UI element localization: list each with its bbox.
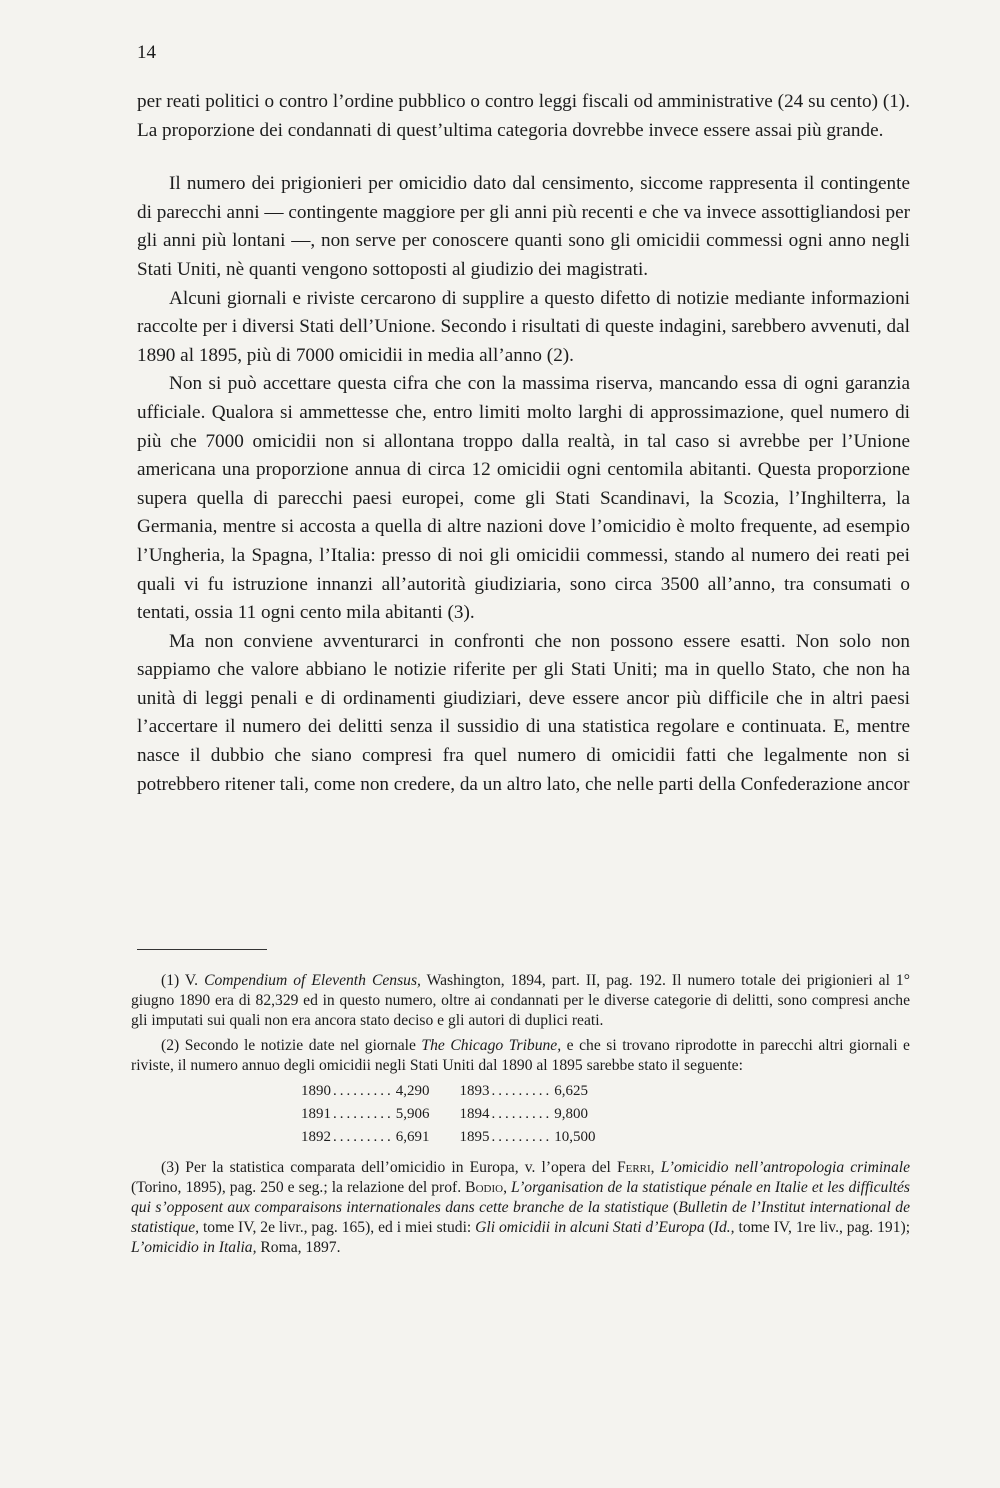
paragraph: Alcuni giornali e riviste cercarono di supplire a questo difetto di notizie mediante informazioni raccolte per i diversi Stati dell’Unione. Secondo i risultati di queste indagini, sarebbero avvenuti, dal 1890 al 1895, più di 7000 omicidii in media all’anno (2). [137,287,910,366]
footnote-text: Roma, 1897. [260,1238,341,1256]
leader-dots: ......... [333,1128,394,1145]
footnote-text: (3) Per la statistica comparata dell’omicidio in Europa, v. l’opera del [161,1159,611,1177]
author-name: Bodio, [465,1179,507,1197]
leader-dots: ......... [333,1082,394,1099]
year-cell: 1892 [301,1128,331,1145]
footnote-text: (2) Secondo le notizie date nel giornale [161,1037,416,1055]
leader-dots: ......... [491,1082,553,1099]
value-cell: 5,906 [395,1105,430,1122]
footnote-divider [137,949,267,950]
table-row [301,1105,602,1128]
main-text [137,88,910,799]
footnote-text: ( [708,1218,714,1236]
paragraph: Non si può accettare questa cifra che con la massima riserva, mancando essa di ogni garanzia ufficiale. Qualora si ammettesse che, entro limiti molto larghi di approssimazione, quel numero di più che 7000 omicidii non si allontana troppo dalla realtà, in tal caso si avrebbe per l’Unione americana una proporzione annua di circa 12 omicidii ogni centomila abitanti. Questa proporzione supera quella di parecchi paesi europei, come gli Stati Scandinavi, la Scozia, l’Inghilterra, la Germania, mentre si accosta a quella di altre nazioni dove l’omicidio è molto frequente, ad esempio l’Ungheria, la Spagna, l’Italia: presso di noi gli omicidii commessi, stando al numero dei reati pei quali vi fu istruzione innanzi all’autorità giudiziaria, sono circa 3500 all’anno, tra consumati o tentati, ossia 11 ogni cento mila abitanti (3). [137,373,910,624]
table-row [301,1082,602,1105]
year-cell: 1890 [301,1082,331,1099]
footnote-title: Compendium of Eleventh Census, [204,972,421,989]
value-cell: 6,625 [554,1082,588,1099]
footnote-title: Gli omicidii in alcuni Stati d’Europa [475,1218,705,1236]
paragraph: per reati politici o contro l’ordine pubblico o contro leggi fiscali od amministrative (24 su cento) (1). La proporzione dei condannati di quest’ultima categoria dovrebbe invece essere assai più grande. [137,91,910,141]
leader-dots: ......... [333,1105,394,1122]
value-cell: 6,691 [395,1128,430,1145]
footnote-1 [131,971,910,1030]
page-number: 14 [137,42,156,63]
paragraph: Ma non conviene avventurarci in confronti che non possono essere esatti. Non solo non sappiamo che valore abbiano le notizie riferite per gli Stati Uniti; ma in quello Stato, che non ha unità di leggi penali e di ordinamenti giudiziari, deve essere ancor più difficile che in altri paesi l’accertare il numero dei delitti senza il sussidio di una statistica regolare e continuata. E, mentre nasce il dubbio che siano compresi fra quel numero di omicidii fatti che legalmente non si potrebbero ritener tali, come non credere, da un altro lato, che nelle parti della Confederazione ancor [137,630,910,795]
footnotes [131,971,910,1263]
value-cell: 10,500 [554,1128,596,1145]
homicide-table [301,1082,602,1150]
author-name: Ferri, [616,1159,655,1177]
paragraph: Il numero dei prigionieri per omicidio dato dal censimento, siccome rappresenta il contingente di parecchi anni — contingente maggiore per gli anni più recenti e che va invece assottigliandosi per gli anni più lontani —, non serve per conoscere quanti sono gli omicidii commessi ogni anno negli Stati Uniti, nè quanti vengono sottoposti al giudizio dei magistrati. [137,173,910,280]
footnote-text: ( [672,1198,679,1216]
footnote-mark: (1) V. [161,972,199,989]
year-cell: 1894 [459,1105,490,1122]
value-cell: 9,800 [554,1105,588,1122]
footnote-text: Washington, 1894, part. II, pag. 192. Il numero totale dei prigionieri al 1° giugno 1890 era di 82,329 ed in questo numero, oltre ai condannati per le diverse categorie di delitti, sono compresi anche gli imputati sui quali non era ancora stato deciso e gli autori di duplici reati. [131,972,910,1029]
footnote-text: (Torino, 1895), pag. 250 e seg.; la relazione del prof. [131,1179,462,1197]
year-cell: 1895 [459,1128,490,1145]
footnote-text: tome IV, 1re liv., pag. 191); [738,1218,911,1236]
footnote-2 [131,1036,910,1076]
year-cell: 1891 [301,1105,331,1122]
value-cell: 4,290 [395,1082,430,1099]
table-row [301,1128,602,1151]
footnote-title: L’omicidio nell’antropologia criminale [660,1159,911,1177]
footnote-title: Id., [713,1218,735,1236]
footnote-text: tome IV, 2e livr., pag. 165), ed i miei studi: [202,1218,472,1236]
footnote-3 [131,1158,910,1257]
leader-dots: ......... [491,1128,553,1145]
footnote-text: e che si trovano riprodotte in parecchi altri giornali e riviste, il numero annuo degli omicidii negli Stati Uniti dal 1890 al 1895 sarebbe stato il seguente: [131,1037,910,1075]
year-cell: 1893 [459,1082,490,1099]
footnote-title: L’omicidio in Italia, [131,1238,257,1256]
leader-dots: ......... [491,1105,553,1122]
footnote-title: The Chicago Tribune, [421,1037,562,1055]
footnote-title: L’organisation de la statistique pénale en Italie et les difficultés qui s’opposent aux comparaisons internationales dans cette branche de la statistique [131,1179,910,1216]
footnote-title: Bulletin de l’Institut international de statistique, [131,1198,910,1236]
